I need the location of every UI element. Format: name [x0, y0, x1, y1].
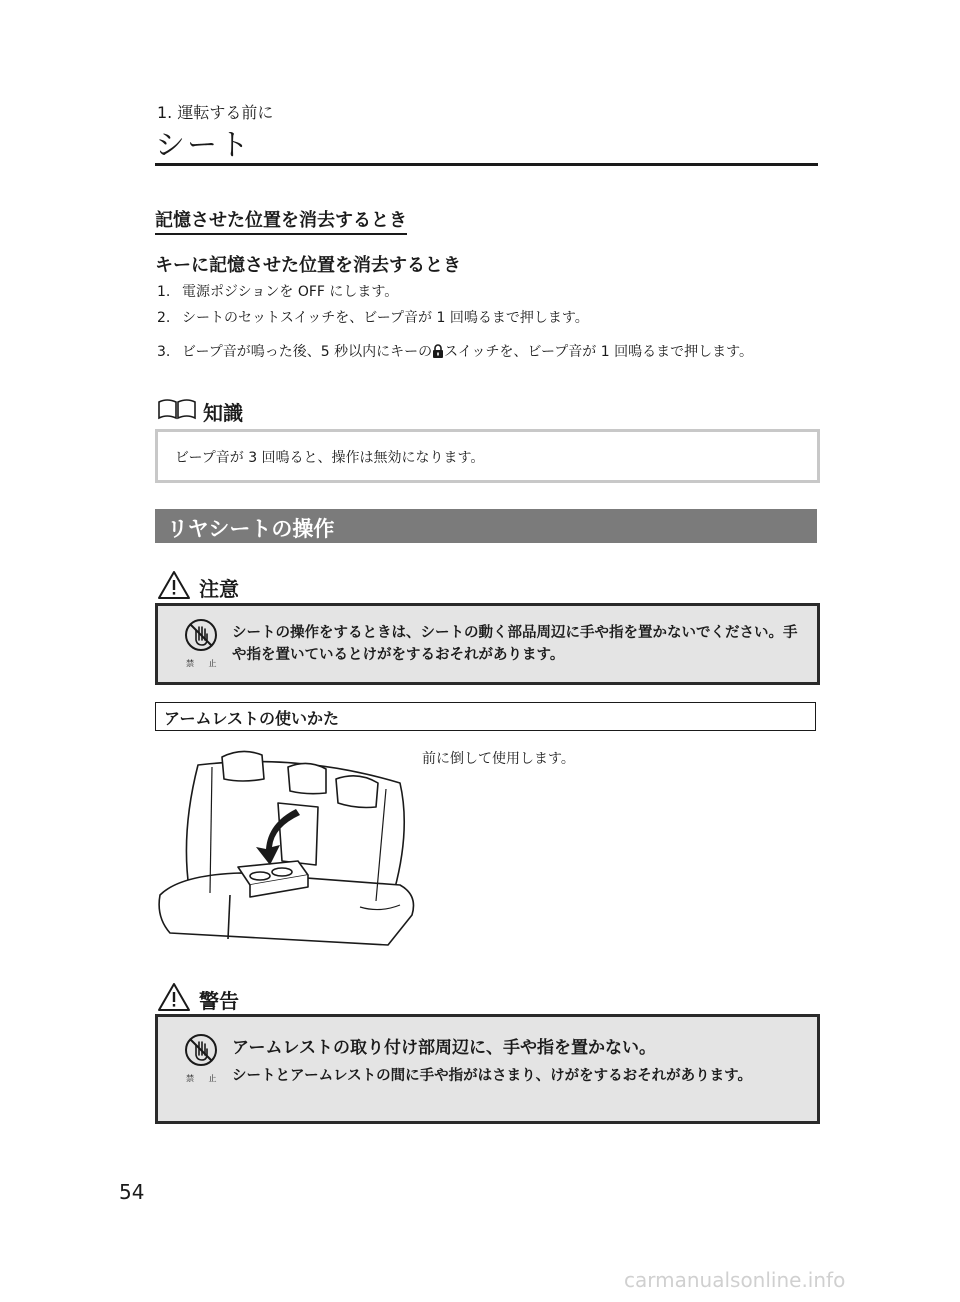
caution-text: シートの操作をするときは、シートの動く部品周辺に手や指を置かないでください。手や指を置いているとけがをするおそれがあります。 — [232, 625, 798, 663]
prohibit-mark — [180, 618, 223, 669]
rear-seat-armrest-illustration — [150, 745, 420, 959]
prohibit-label: 禁 止 — [186, 659, 223, 668]
armrest-description: 前に倒して使用します。 — [422, 751, 575, 767]
step-2 — [157, 308, 817, 329]
section-bar-rear-seat — [155, 509, 817, 543]
section-heading-memory: 記憶させた位置を消去するとき — [155, 206, 407, 235]
prohibit-mark — [180, 1033, 223, 1084]
caution-title — [157, 570, 239, 605]
caution-box — [155, 603, 820, 685]
step-number: 3. — [157, 344, 171, 360]
step-text-after: スイッチを、ビープ音が 1 回鳴るまで押します。 — [444, 344, 753, 360]
page-title: シート — [155, 128, 251, 163]
step-3 — [157, 342, 817, 384]
knowledge-box — [155, 429, 820, 483]
step-number: 1. — [157, 284, 171, 300]
caution-title-text: 注意 — [199, 577, 239, 601]
section-heading-rear-seat: リヤシートの操作 — [167, 517, 335, 541]
header-rule — [155, 163, 818, 166]
watermark: carmanualsonline.info — [624, 1268, 846, 1292]
warning-title-text: 警告 — [199, 989, 239, 1013]
book-icon — [157, 398, 197, 425]
subheading-key-memory: キーに記憶させた位置を消去するとき — [155, 255, 461, 276]
step-text: シートのセットスイッチを、ビープ音が 1 回鳴るまで押します。 — [182, 310, 589, 326]
knowledge-title — [157, 397, 243, 426]
warning-headline: アームレストの取り付け部周辺に、手や指を置かない。 — [232, 1038, 656, 1058]
prohibit-label: 禁 止 — [186, 1074, 223, 1083]
knowledge-title-text: 知識 — [203, 401, 243, 425]
subsection-heading-armrest: アームレストの使いかた — [164, 709, 340, 728]
step-text — [182, 342, 817, 365]
knowledge-text: ビープ音が 3 回鳴ると、操作は無効になります。 — [175, 450, 485, 466]
warning-title — [157, 982, 239, 1017]
lock-icon — [432, 344, 444, 365]
page-number: 54 — [119, 1180, 145, 1204]
step-text-before: ビープ音が鳴った後、5 秒以内にキーの — [182, 344, 433, 360]
prohibit-hand-icon — [184, 1033, 218, 1071]
warning-triangle-icon — [157, 570, 191, 605]
warning-text: シートとアームレストの間に手や指がはさまり、けがをするおそれがあります。 — [232, 1068, 752, 1084]
warning-box — [155, 1014, 820, 1124]
step-text: 電源ポジションを OFF にします。 — [182, 284, 399, 300]
breadcrumb: 1. 運転する前に — [157, 103, 274, 122]
warning-triangle-icon — [157, 982, 191, 1017]
step-1 — [157, 282, 817, 303]
subsection-bar-armrest — [155, 702, 816, 731]
prohibit-hand-icon — [184, 618, 218, 656]
step-number: 2. — [157, 310, 171, 326]
